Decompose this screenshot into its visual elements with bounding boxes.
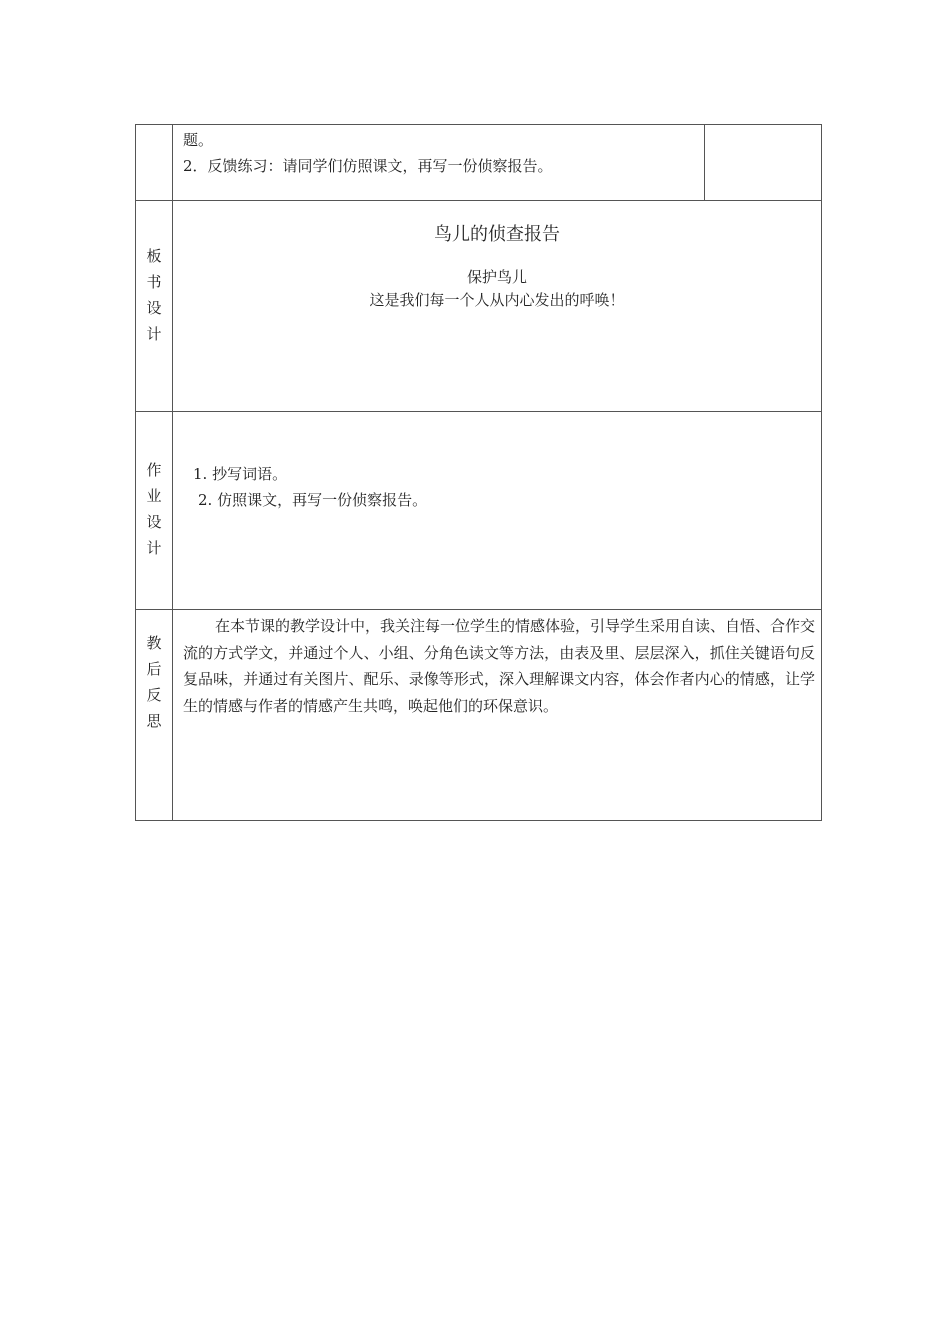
homework-label bbox=[136, 457, 172, 561]
board-label-char-2: 书 bbox=[146, 273, 162, 291]
board-line-1: 保护鸟儿 bbox=[466, 268, 527, 286]
homework-content-cell bbox=[173, 412, 822, 610]
continuation-content-cell bbox=[173, 125, 705, 201]
homework-label-char-1: 作 bbox=[146, 461, 162, 479]
board-design-label bbox=[136, 243, 172, 347]
continuation-label-cell bbox=[136, 125, 173, 201]
board-label-char-4: 计 bbox=[146, 325, 162, 343]
continuation-line-1: 题。 bbox=[183, 131, 214, 149]
homework-label-char-2: 业 bbox=[146, 487, 162, 505]
continuation-line-2: 2．反馈练习：请同学们仿照课文，再写一份侦察报告。 bbox=[183, 157, 553, 175]
homework-label-char-3: 设 bbox=[146, 513, 162, 531]
homework-item-1: 1. 抄写词语。 bbox=[193, 465, 288, 483]
reflection-row bbox=[136, 610, 822, 821]
board-line-2: 这是我们每一个人从内心发出的呼唤！ bbox=[369, 291, 625, 309]
reflection-label-cell bbox=[136, 610, 173, 821]
board-design-label-cell bbox=[136, 201, 173, 412]
reflection-label bbox=[136, 630, 172, 734]
board-label-char-3: 设 bbox=[146, 299, 162, 317]
lesson-plan-table bbox=[135, 124, 822, 821]
homework-item-2: 2. 仿照课文，再写一份侦察报告。 bbox=[198, 491, 428, 509]
reflection-text: 在本节课的教学设计中，我关注每一位学生的情感体验，引导学生采用自读、自悟、合作交流的方式学文，并通过个人、小组、分角色读文等方法，由表及里、层层深入，抓住关键语句反复品味，并通过有关图片、配乐、录像等形式，深入理解课文内容，体会作者内心的情感，让学生的情感与作者的情感产生共鸣，唤起他们的环保意识。 bbox=[183, 617, 816, 715]
reflection-content-cell bbox=[173, 610, 822, 821]
homework-label-cell bbox=[136, 412, 173, 610]
reflection-label-char-2: 后 bbox=[146, 660, 162, 678]
board-design-content-cell bbox=[173, 201, 822, 412]
homework-label-char-4: 计 bbox=[146, 539, 162, 557]
reflection-label-char-3: 反 bbox=[146, 686, 162, 704]
board-title: 鸟儿的侦查报告 bbox=[434, 224, 560, 245]
board-design-row bbox=[136, 201, 822, 412]
reflection-label-char-4: 思 bbox=[146, 712, 162, 730]
continuation-side-cell bbox=[705, 125, 822, 201]
continuation-row bbox=[136, 125, 822, 201]
homework-design-row bbox=[136, 412, 822, 610]
reflection-label-char-1: 教 bbox=[146, 634, 162, 652]
board-label-char-1: 板 bbox=[146, 247, 162, 265]
